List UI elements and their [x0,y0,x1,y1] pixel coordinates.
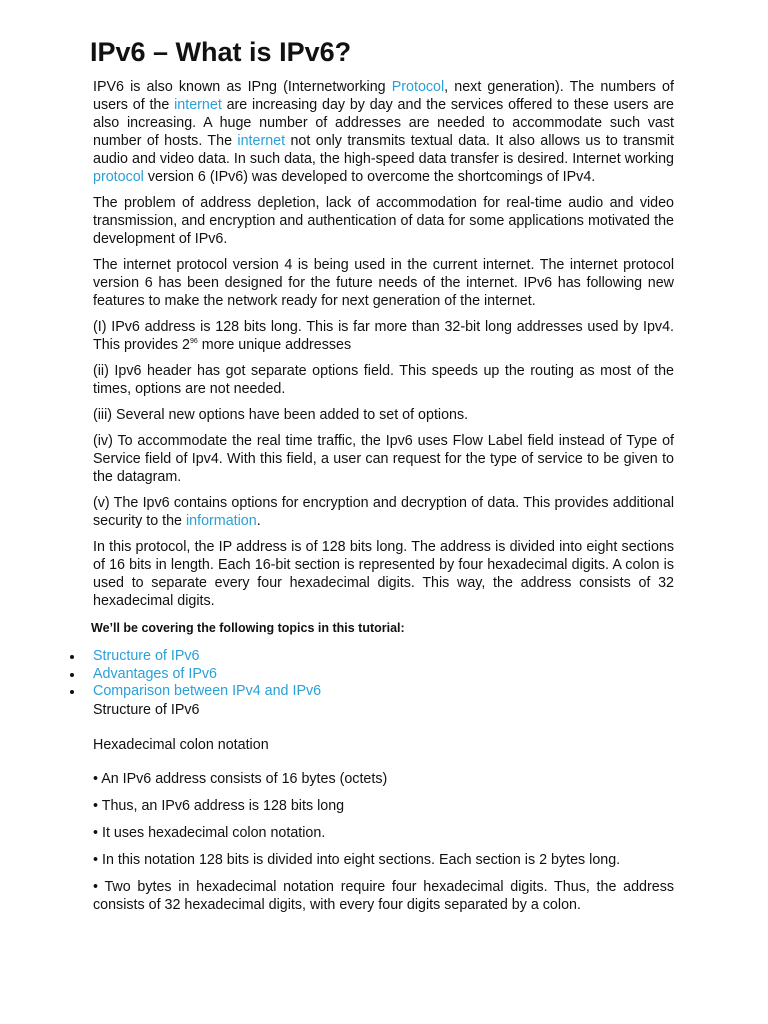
intro-text-e: version 6 (IPv6) was developed to overcome the shortcomings of IPv4. [143,169,596,185]
topic-link-comparison[interactable]: Comparison between IPv4 and IPv6 [93,683,322,699]
feature-1-text-b: more unique addresses [197,337,352,353]
list-item [93,648,674,666]
bullet-dot-icon [70,655,74,659]
feature-5-text-a: (v) The Ipv6 contains options for encryption and decryption of data. This provides additional security to the [93,495,674,529]
feature-5-text-b: . [256,513,261,529]
protocol-link-2[interactable]: protocol [93,169,144,185]
intro-text-b: , next generation). The numbers of users of the [93,79,674,113]
internet-link-2[interactable]: internet [237,133,286,149]
bullet-item: • Thus, an IPv6 address is 128 bits long [93,797,345,814]
topic-link-advantages[interactable]: Advantages of IPv6 [93,665,217,682]
subsection-heading: Hexadecimal colon notation [93,736,269,753]
section-heading: Structure of IPv6 [93,701,200,718]
list-item [93,666,674,684]
feature-1-exponent: 96 [189,338,198,345]
intro-paragraph-1 [93,78,674,186]
address-paragraph: In this protocol, the IP address is of 128 bits long. The address is divided into eight sections of 16 bits in length. Each 16-bit section is represented by four hexadecimal digits. A colon is used to separate every four hexadecimal digits. This way, the address consists of 32 hexadecimal digits. [93,539,674,609]
topics-intro-label: We’ll be covering the following topics in this tutorial: [91,621,405,635]
internet-link-1[interactable]: internet [174,97,222,113]
feature-1 [93,318,674,354]
feature-5 [93,494,674,530]
bullet-item: • In this notation 128 bits is divided into eight sections. Each section is 2 bytes long. [93,851,621,868]
feature-4: (iv) To accommodate the real time traffic, the Ipv6 uses Flow Label field instead of Type of Service field of Ipv4. With this field, a user can request for the type of service to be given to the datagram. [93,433,674,485]
intro-text-a: IPV6 is also known as IPng (Internetworking [93,79,392,95]
intro-text-d: not only transmits textual data. It also allows us to transmit audio and video data. In such data, the high-speed data transfer is desired. Internet working [93,133,674,167]
intro-paragraph-3: The internet protocol version 4 is being used in the current internet. The internet protocol version 6 has been designed for the future needs of the internet. IPv6 has following new features to make the network ready for next generation of the internet. [93,257,674,309]
page-title: IPv6 – What is IPv6? [90,37,352,67]
feature-1-text-a: (I) IPv6 address is 128 bits long. This is far more than 32-bit long addresses used by Ipv4. This provides 2 [93,319,674,353]
intro-text-c: are increasing day by day and the services offered to these users are also increasing. A huge number of addresses are needed to accommodate such vast number of hosts. The [93,97,674,149]
bullet-item: • Two bytes in hexadecimal notation require four hexadecimal digits. Thus, the address consists of 32 hexadecimal digits, with every four digits separated by a colon. [93,878,674,913]
intro-paragraph-2: The problem of address depletion, lack of accommodation for real-time audio and video transmission, and encryption and authentication of data for some applications motivated the development of IPv6. [93,195,674,247]
information-link[interactable]: information [185,513,257,529]
topics-list [93,648,674,701]
feature-3: (iii) Several new options have been added to set of options. [93,407,469,423]
topic-link-structure[interactable]: Structure of IPv6 [93,648,200,664]
list-item [93,683,674,701]
bullet-dot-icon [70,690,74,694]
protocol-link[interactable]: Protocol [391,79,445,95]
bullet-item: • An IPv6 address consists of 16 bytes (octets) [93,770,388,787]
bullet-dot-icon [70,673,74,677]
feature-2: (ii) Ipv6 header has got separate options field. This speeds up the routing as most of the times, options are not needed. [93,363,674,397]
bullet-item: • It uses hexadecimal colon notation. [93,824,326,841]
